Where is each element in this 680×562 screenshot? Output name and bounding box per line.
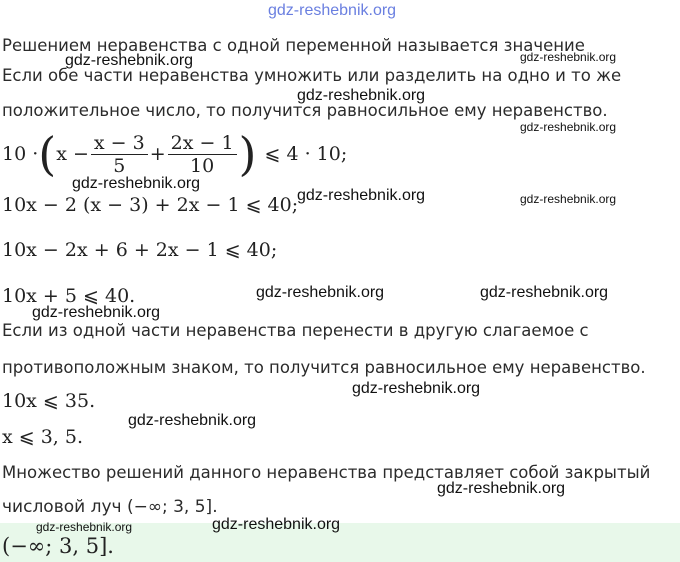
text-line-6: Множество решений данного неравенства представляет собой закрытый [2, 463, 651, 482]
watermark: gdz-reshebnik.org [297, 187, 426, 204]
fraction-1 [91, 132, 148, 177]
eq1-x-minus: x − [56, 143, 89, 165]
text-line-3: положительное число, то получится равносильное ему неравенство. [2, 101, 608, 120]
fraction-2-numerator: 2x − 1 [168, 132, 237, 155]
equation-6: x ⩽ 3, 5. [2, 426, 84, 448]
watermark: gdz-reshebnik.org [520, 50, 617, 64]
fraction-1-denominator: 5 [113, 154, 126, 177]
fraction-1-numerator: x − 3 [91, 132, 148, 155]
watermark: gdz-reshebnik.org [32, 304, 161, 321]
text-line-5: противоположным знаком, то получится равносильное ему неравенство. [2, 358, 646, 377]
watermark: gdz-reshebnik.org [437, 480, 566, 497]
eq1-right: ⩽ 4 · 10; [264, 143, 348, 165]
left-paren: ( [38, 127, 57, 181]
equation-1 [2, 126, 347, 182]
text-line-1: Решением неравенства с одной переменной называется значение [2, 36, 585, 55]
watermark: gdz-reshebnik.org [128, 412, 257, 429]
equation-4: 10x + 5 ⩽ 40. [2, 285, 136, 307]
watermark: gdz-reshebnik.org [36, 520, 133, 534]
eq1-plus: + [149, 143, 166, 165]
watermark: gdz-reshebnik.org [72, 175, 201, 192]
equation-5: 10x ⩽ 35. [2, 390, 96, 412]
watermark: gdz-reshebnik.org [297, 87, 426, 104]
fraction-2 [168, 132, 237, 177]
right-paren: ) [238, 127, 257, 181]
text-line-4: Если из одной части неравенства перенести в другую слагаемое с [2, 321, 589, 340]
eq1-left: 10 · [2, 143, 39, 165]
text-line-2: Если обе части неравенства умножить или разделить на одно и то же [2, 66, 622, 85]
watermark: gdz-reshebnik.org [256, 284, 385, 301]
equation-3: 10x − 2x + 6 + 2x − 1 ⩽ 40; [2, 239, 278, 261]
watermark: gdz-reshebnik.org [480, 284, 609, 301]
text-line-7: числовой луч (−∞; 3, 5]. [2, 497, 218, 517]
watermark: gdz-reshebnik.org [212, 516, 341, 533]
answer: (−∞; 3, 5]. [2, 534, 114, 558]
watermark: gdz-reshebnik.org [65, 52, 194, 69]
equation-2: 10x − 2 (x − 3) + 2x − 1 ⩽ 40; [2, 194, 299, 216]
watermark: gdz-reshebnik.org [520, 120, 617, 134]
watermark-top: gdz-reshebnik.org [268, 2, 397, 19]
watermark: gdz-reshebnik.org [520, 192, 617, 206]
watermark: gdz-reshebnik.org [352, 380, 481, 397]
fraction-2-denominator: 10 [190, 154, 215, 177]
